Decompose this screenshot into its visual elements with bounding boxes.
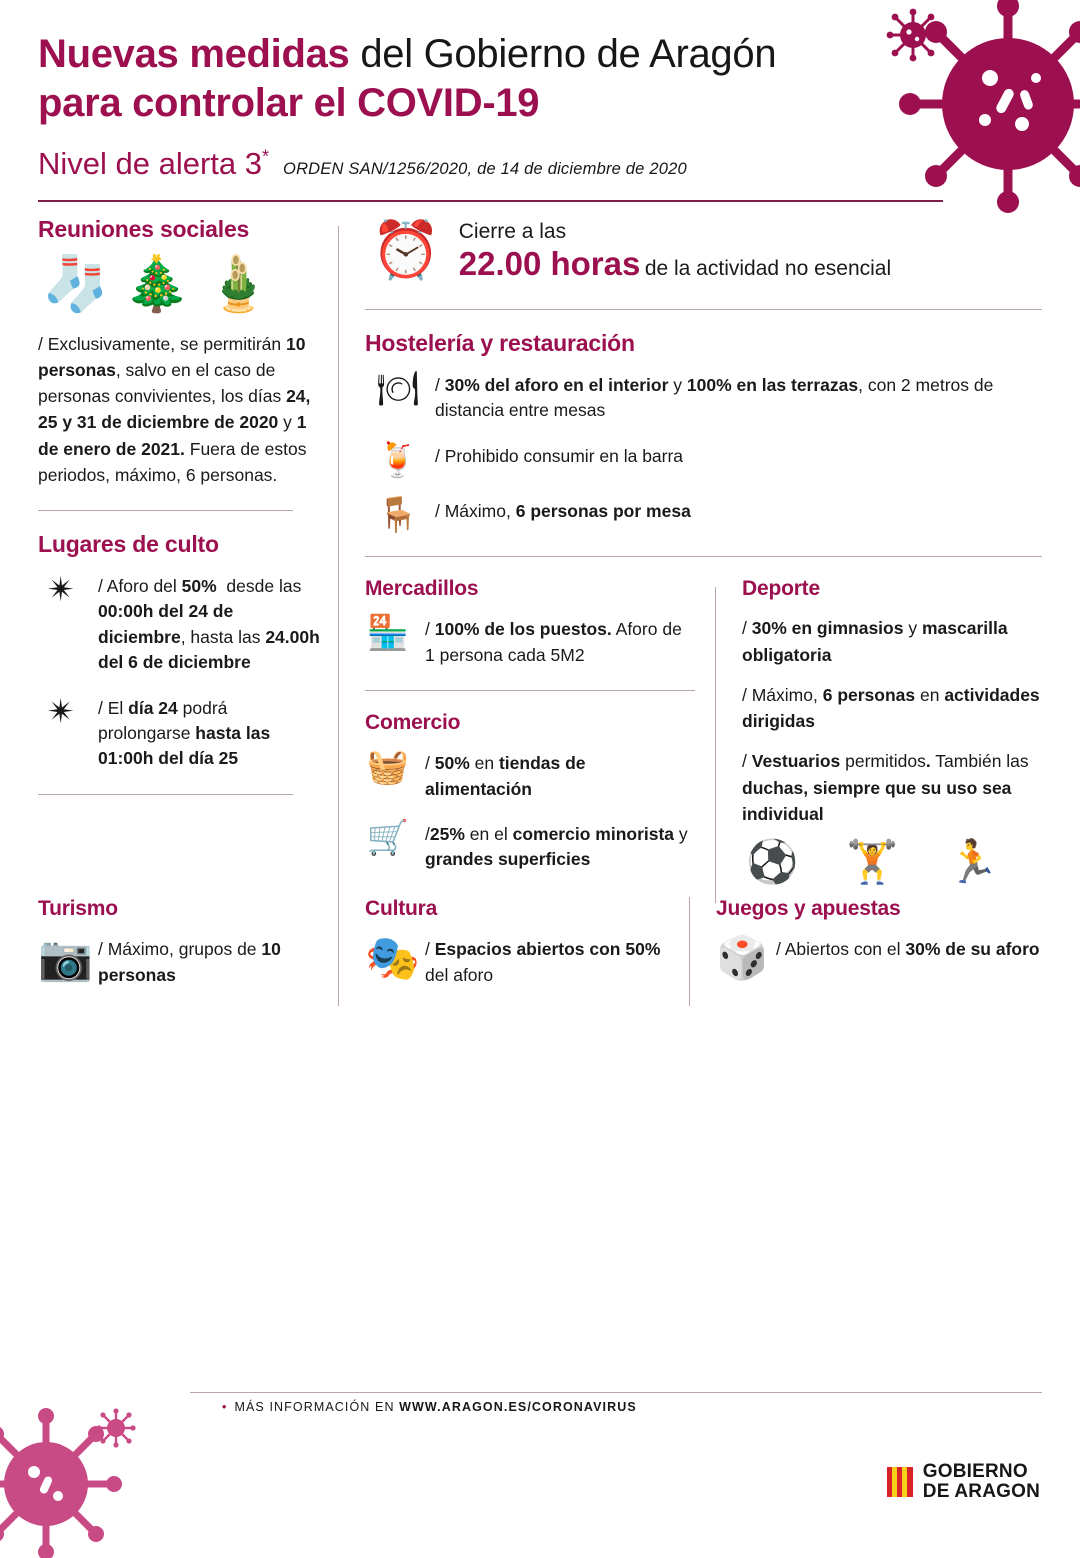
order-reference: ORDEN SAN/1256/2020, de 14 de diciembre de 2020	[283, 159, 687, 178]
coronavirus-small-bottom-icon	[96, 1408, 136, 1448]
section-heading-deporte: Deporte	[742, 577, 820, 601]
section-heading-hosteleria: Hostelería y restauración	[365, 329, 635, 356]
subtitle-row	[38, 146, 1040, 182]
main-content	[0, 202, 1080, 904]
right-column	[339, 216, 1042, 904]
turismo-text: / Máximo, grupos de 10 personas	[98, 939, 281, 985]
closing-hour-block	[371, 218, 1042, 283]
culto-item-1-text: / El día 24 podrá prolongarse hasta las 01:00h del día 25	[98, 697, 271, 769]
cultura-text: / Espacios abiertos con 50% del aforo	[425, 939, 661, 985]
deporte-item-2-text: / Vestuarios permitidos. También las duchas, siempre que su uso sea individual	[742, 751, 1029, 824]
list-item	[375, 371, 1042, 424]
list-item	[38, 935, 320, 988]
footer	[0, 1378, 1080, 1528]
section-heading-culto: Lugares de culto	[38, 531, 219, 558]
shopping-cart-icon: 🛒	[366, 818, 410, 857]
footer-info	[222, 1400, 637, 1414]
section-heading-juegos: Juegos y apuestas	[716, 897, 901, 921]
weight-lifter-icon: 🏋️	[846, 838, 899, 886]
gob-line-1: GOBIERNO	[922, 1461, 1028, 1483]
hosteleria-item-2-text: / Máximo, 6 personas por mesa	[435, 501, 691, 522]
divider	[365, 556, 1042, 557]
soccer-ball-icon: ⚽	[746, 838, 799, 886]
divider	[38, 794, 293, 795]
cultura-block	[339, 897, 689, 1006]
deporte-item-0-text: / 30% en gimnasios y mascarilla obligatoria	[742, 618, 1008, 665]
runner-icon: 🏃	[946, 838, 999, 886]
aragon-flag-icon	[887, 1467, 913, 1497]
section-heading-comercio: Comercio	[365, 711, 461, 735]
cocktail-icon: 🍹	[376, 440, 420, 479]
bullet-icon: •	[222, 1400, 228, 1414]
left-column	[38, 216, 338, 904]
title-part-2: del Gobierno de Aragón	[349, 32, 777, 76]
section-heading-reuniones: Reuniones sociales	[38, 215, 250, 242]
alarm-clock-icon: ⏰	[371, 218, 441, 282]
christmas-tree-icon: 🎄	[123, 253, 191, 314]
section-heading-cultura: Cultura	[365, 897, 438, 921]
divider	[365, 690, 695, 691]
page-title	[38, 30, 848, 128]
footer-info-url[interactable]: WWW.ARAGON.ES/CORONAVIRUS	[399, 1400, 637, 1414]
mercadillos-item-0-text: / 100% de los puestos. Aforo de 1 persona cada 5M2	[425, 619, 682, 665]
list-item	[365, 749, 695, 802]
table-chairs-icon: 🪑	[376, 496, 420, 535]
header	[0, 0, 1080, 182]
food-cloche-icon: 🍽	[376, 369, 420, 408]
gob-line-2: DE ARAGON	[922, 1481, 1040, 1503]
juegos-text: / Abiertos con el 30% de su aforo	[776, 939, 1040, 960]
star-icon: ✴	[46, 692, 76, 731]
list-item	[716, 935, 1042, 981]
title-part-1: Nuevas medidas	[38, 32, 350, 76]
list-item	[38, 572, 320, 676]
title-part-3: para controlar el COVID-19	[38, 80, 540, 125]
comercio-item-1-text: /25% en el comercio minorista y grandes superficies	[425, 823, 688, 870]
hosteleria-list	[375, 371, 1042, 535]
deporte-icons	[746, 838, 1042, 886]
closing-tail: de la actividad no esencial	[644, 256, 892, 280]
turismo-block	[38, 897, 338, 1006]
list-item	[38, 694, 320, 772]
closing-line1: Cierre a las	[458, 219, 567, 243]
dice-chips-icon: 🎲	[716, 934, 769, 982]
alert-level-text: Nivel de alerta 3	[38, 145, 263, 181]
hosteleria-item-0-text: / 30% del aforo en el interior y 100% en las terrazas, con 2 metros de distancia entre mesas	[435, 374, 994, 421]
footer-divider	[190, 1392, 1042, 1393]
culto-item-0-text: / Aforo del 50% desde las 00:00h del 24 de diciembre, hasta las 24.00h del 6 de diciembre	[98, 576, 320, 673]
closing-hour: 22.00 horas	[458, 244, 641, 282]
government-logo	[887, 1462, 1040, 1502]
list-item	[375, 497, 1042, 534]
christmas-bauble-icon: 🎍	[204, 253, 272, 314]
mid-left-column	[365, 577, 715, 903]
comercio-item-0-text: / 50% en tiendas de alimentación	[425, 753, 586, 799]
list-item	[365, 615, 695, 668]
christmas-icons	[42, 253, 320, 314]
coronavirus-small-icon	[886, 8, 940, 62]
mid-right-column	[716, 577, 1042, 903]
divider	[38, 510, 293, 511]
list-item	[375, 442, 1042, 479]
bottom-row	[0, 897, 1080, 1006]
theatre-masks-icon: 🎭	[365, 934, 420, 984]
sparkle-icon: ✴	[46, 571, 76, 610]
shopping-basket-icon: 🧺	[366, 748, 410, 787]
hosteleria-item-1-text: / Prohibido consumir en la barra	[435, 445, 684, 466]
government-logo-text	[923, 1462, 1040, 1502]
section-heading-turismo: Turismo	[38, 897, 118, 921]
footer-info-prefix: MÁS INFORMACIÓN EN	[234, 1400, 400, 1414]
mid-grid	[365, 577, 1042, 903]
divider	[365, 309, 1042, 310]
christmas-stocking-icon: 🧦	[42, 253, 110, 314]
market-stall-icon: 🏪	[366, 614, 410, 653]
deporte-item-1-text: / Máximo, 6 personas en actividades dirigidas	[742, 684, 1040, 732]
reuniones-text: / Exclusivamente, se permitirán 10 personas, salvo en el caso de personas convivientes, los días 24, 25 y 31 de diciembre de 2020 y 1 de enero de 2021. Fuera de estos periodos, máximo, 6 personas.	[38, 333, 311, 485]
alert-level	[38, 146, 269, 182]
juegos-block	[690, 897, 1042, 1006]
section-heading-mercadillos: Mercadillos	[365, 577, 479, 601]
list-item	[365, 820, 695, 873]
list-item	[365, 935, 669, 988]
alert-level-asterisk: *	[262, 146, 270, 167]
camera-icon: 📷	[38, 934, 93, 984]
